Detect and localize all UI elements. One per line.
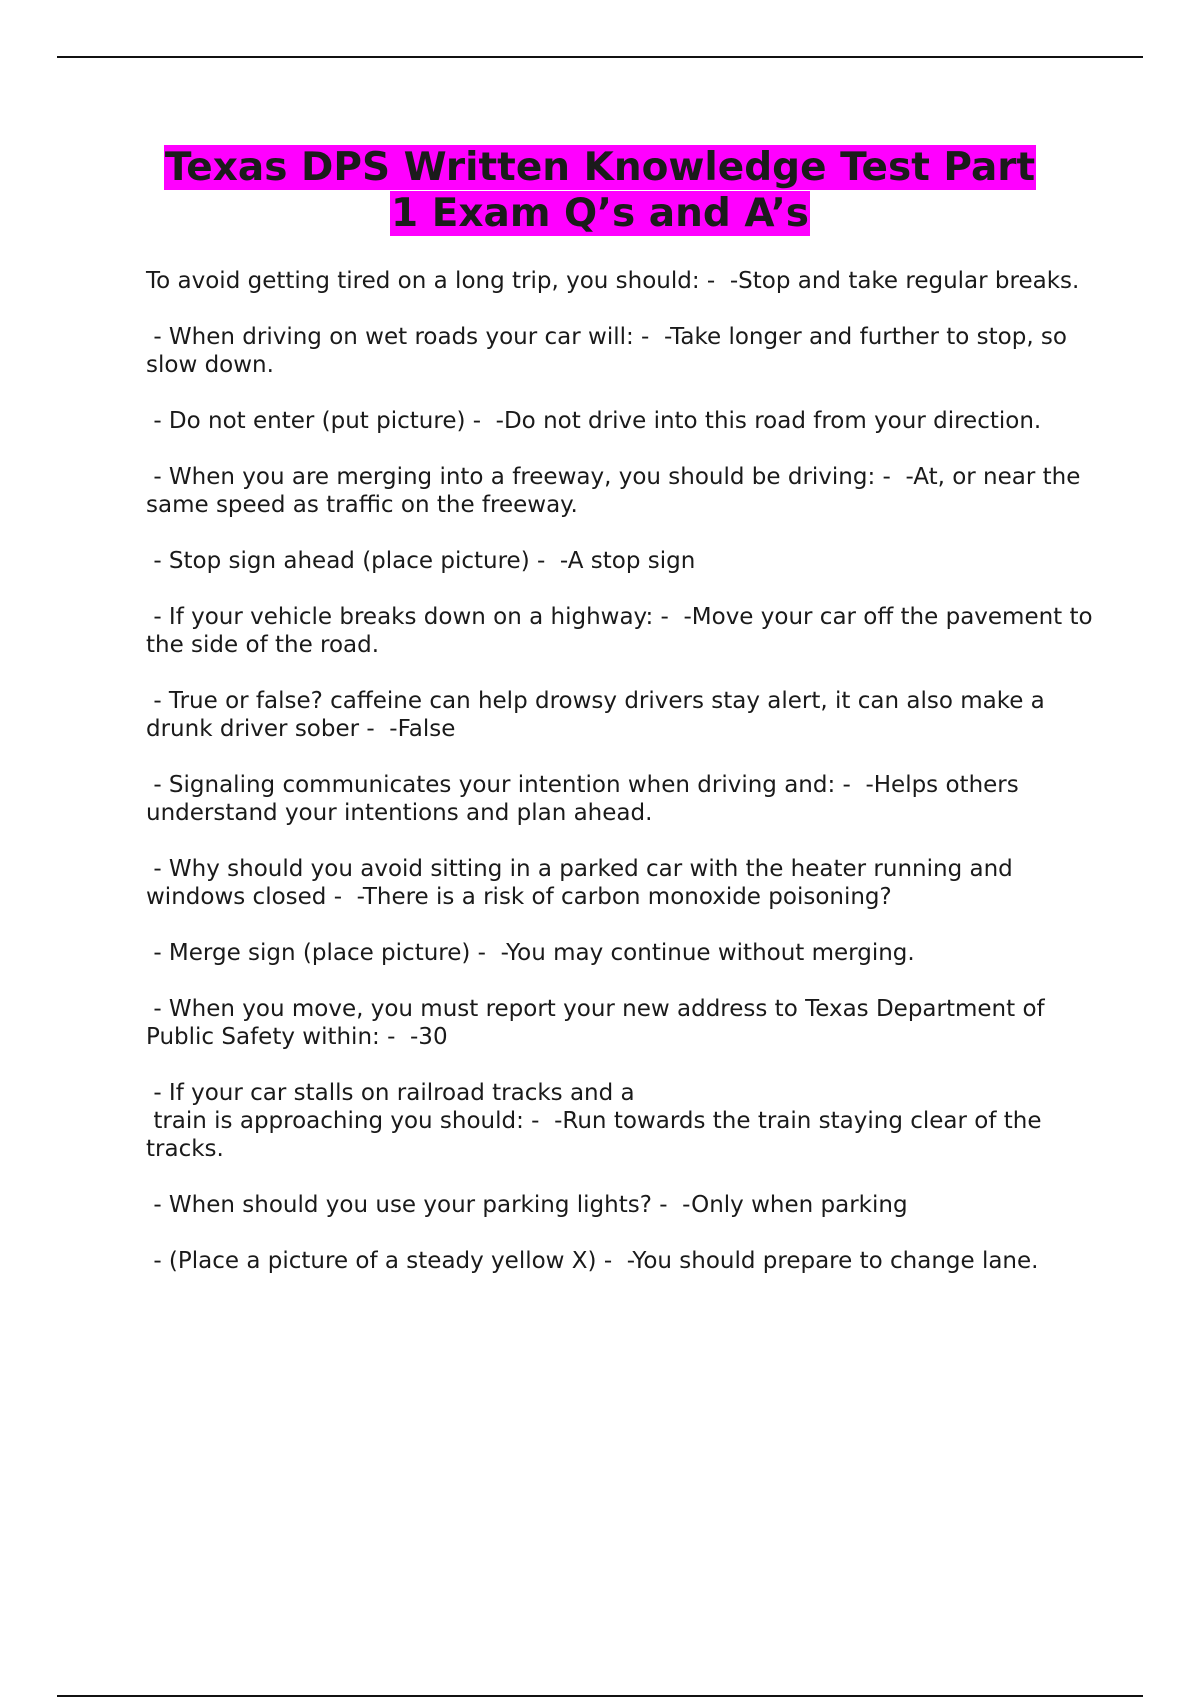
qa-item: To avoid getting tired on a long trip, you should: - -Stop and take regular breaks.	[146, 268, 1080, 294]
qa-item: - Merge sign (place picture) - -You may continue without merging.	[146, 940, 915, 966]
document-title	[60, 145, 1140, 237]
qa-item: - Stop sign ahead (place picture) - -A stop sign	[146, 548, 696, 574]
footer-rule	[57, 1695, 1143, 1697]
qa-item: - When you move, you must report your new address to Texas Department of Public Safety within: - -30	[146, 996, 1052, 1050]
qa-item: - Why should you avoid sitting in a parked car with the heater running and windows closed - -There is a risk of carbon monoxide poisoning?	[146, 856, 1021, 910]
qa-item: - Do not enter (put picture) - -Do not drive into this road from your direction.	[146, 408, 1042, 434]
header-rule	[57, 56, 1143, 58]
qa-item: - When should you use your parking lights? - -Only when parking	[146, 1192, 908, 1218]
qa-item: - When driving on wet roads your car will: - -Take longer and further to stop, so slow down.	[146, 324, 1075, 378]
qa-item: - Signaling communicates your intention when driving and: - -Helps others understand your intentions and plan ahead.	[146, 772, 1027, 826]
qa-item: - (Place a picture of a steady yellow X) - -You should prepare to change lane.	[146, 1248, 1039, 1274]
title-line-2: 1 Exam Q’s and A’s	[390, 191, 809, 236]
question-answer-list	[146, 267, 1106, 1303]
qa-item: - If your car stalls on railroad tracks and a train is approaching you should: - -Run towards the train staying clear of the tracks.	[146, 1080, 1042, 1162]
qa-item: - If your vehicle breaks down on a highway: - -Move your car off the pavement to the side of the road.	[146, 604, 1100, 658]
title-line-1: Texas DPS Written Knowledge Test Part	[164, 145, 1036, 190]
qa-item: - True or false? caffeine can help drowsy drivers stay alert, it can also make a drunk driver sober - -False	[146, 688, 1053, 742]
qa-item: - When you are merging into a freeway, you should be driving: - -At, or near the same speed as traffic on the freeway.	[146, 464, 1088, 518]
